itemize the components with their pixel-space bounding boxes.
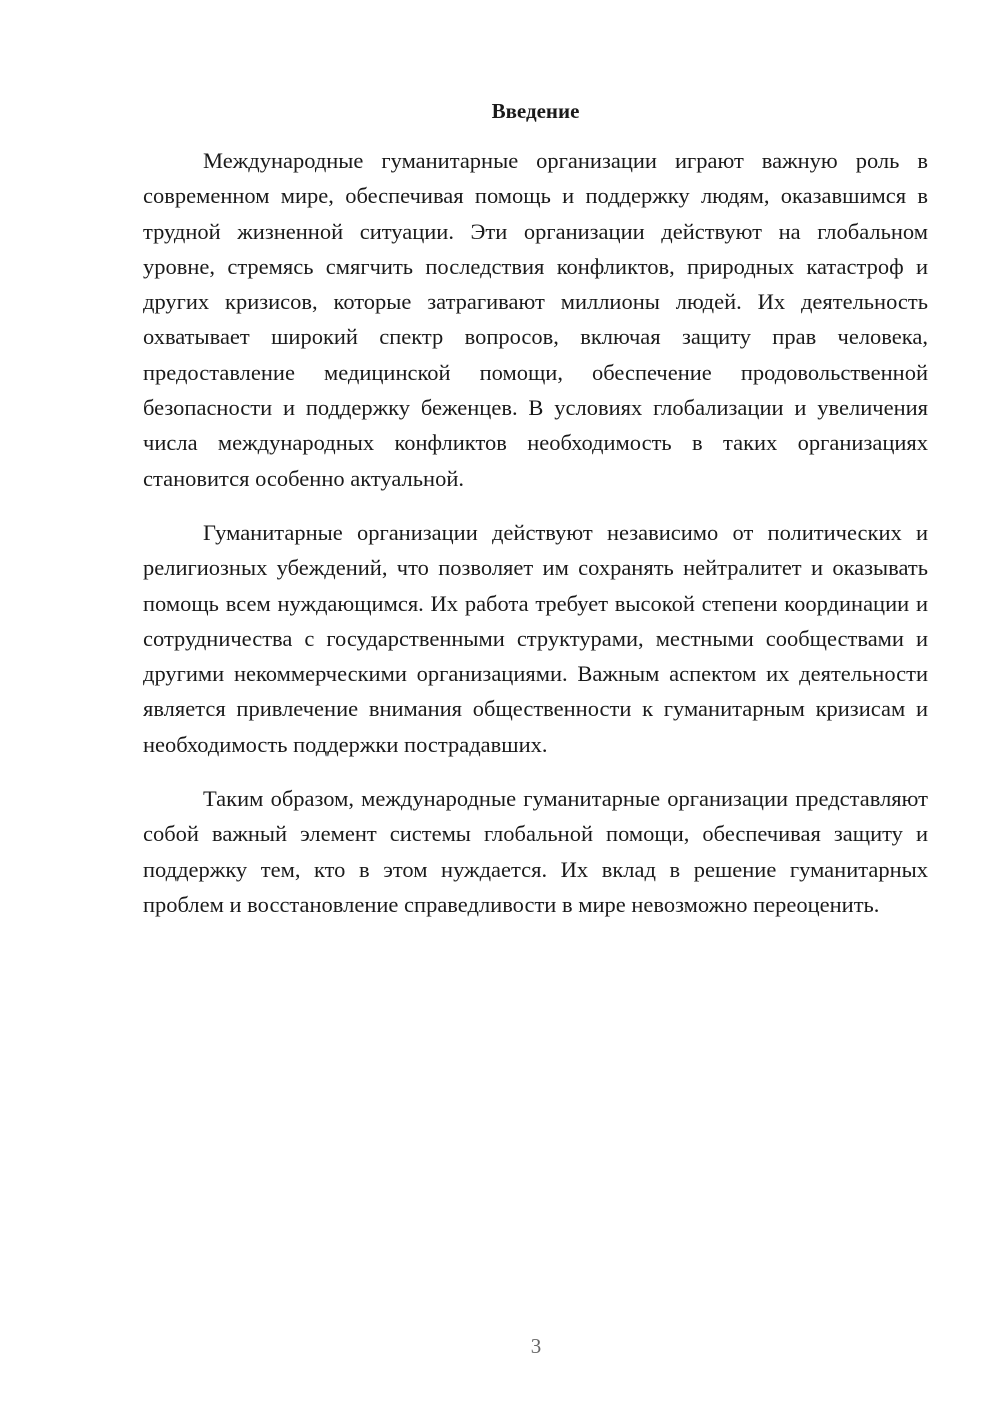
paragraph-1: Международные гуманитарные организации играют важную роль в современном мире, обеспечивая помощь и поддержку людям, оказавшимся в трудной жизненной ситуации. Эти организации действуют на глобальном уровне, стремясь смягчить последствия конфликтов, природных катастроф и других кризисов, которые затрагивают миллионы людей. Их деятельность охватывает широкий спектр вопросов, включая защиту прав человека, предоставление медицинской помощи, обеспечение продовольственной безопасности и поддержку беженцев. В условиях глобализации и увеличения числа международных конфликтов необходимость в таких организациях становится особенно актуальной. [143,148,928,491]
page-number: 3 [530,1334,542,1358]
paragraph-3: Таким образом, международные гуманитарные организации представляют собой важный элемент системы глобальной помощи, обеспечивая защиту и поддержку тем, кто в этом нуждается. Их вклад в решение гуманитарных проблем и восстановление справедливости в мире невозможно переоценить. [143,786,928,917]
document-body [143,143,928,922]
section-heading: Введение [491,99,580,123]
paragraph-2: Гуманитарные организации действуют независимо от политических и религиозных убеждений, что позволяет им сохранять нейтралитет и оказывать помощь всем нуждающимся. Их работа требует высокой степени координации и сотрудничества с государственными структурами, местными сообществами и другими некоммерческими организациями. Важным аспектом их деятельности является привлечение внимания общественности к гуманитарным кризисам и необходимость поддержки пострадавших. [143,519,928,757]
